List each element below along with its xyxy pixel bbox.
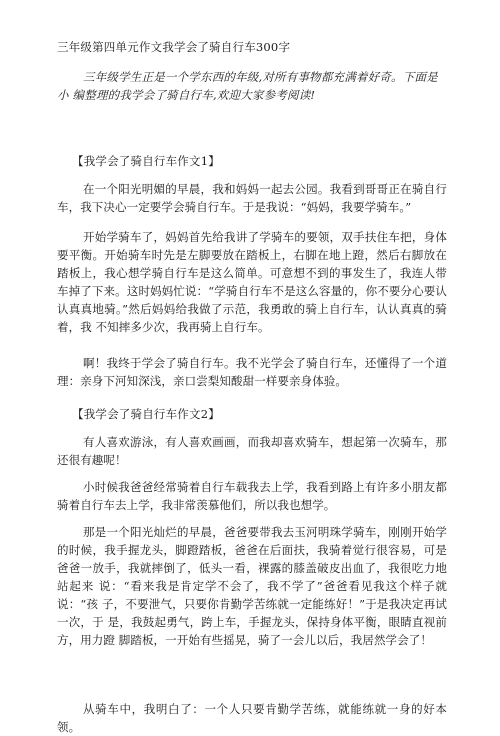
section-heading-1: 【我学会了骑自行车作文1】 <box>72 154 220 168</box>
essay1-paragraph-3: 啊！我终于学会了骑自行车。我不光学会了骑自行车，还懂得了一个道理：亲身下河知深浅，亲口尝梨知酸甜一样要亲身体验。 <box>57 356 447 388</box>
document-title: 三年级第四单元作文我学会了骑自行车300字 <box>57 40 291 54</box>
essay1-paragraph-2: 开始学骑车了，妈妈首先给我讲了学骑车的要领，双手扶住车把，身体要平衡。开始骑车时先是左脚要放在踏板上，右脚在地上蹬，然后右脚放在踏板上，我心想学骑自行车是这么简单。可意想不到的事发生了，我连人带车掉了下来。这时妈妈忙说：“学骑自行车不是这么容量的，你不要分心要认认真真地骑。”然后妈妈给我做了示范，我勇敢的骑上自行车，认认真真的骑着，我 不知摔多少次，我再骑上自行车。 <box>57 230 447 334</box>
essay1-paragraph-1: 在一个阳光明媚的早晨，我和妈妈一起去公园。我看到哥哥正在骑自行 车，我下决心一定要学会骑自行车。于是我说：“妈妈，我要学骑车。” <box>57 182 447 214</box>
essay2-paragraph-1: 有人喜欢游泳，有人喜欢画画，而我却喜欢骑车，想起第一次骑车，那还很有趣呢！ <box>57 435 447 467</box>
essay2-paragraph-2: 小时候我爸爸经常骑着自行车载我去上学，我看到路上有许多小朋友都骑着自行车去上学，我非常羡慕他们，所以我也想学。 <box>57 480 447 512</box>
intro-paragraph: 三年级学生正是一个学东西的年级,对所有事物都充满着好奇。下面是小 编整理的我学会了骑自行车,欢迎大家参考阅读! <box>57 70 438 102</box>
essay2-paragraph-4: 从骑车中，我明白了：一个人只要肯勤学苦练，就能练就一身的好本领。 <box>57 702 447 734</box>
section-heading-2: 【我学会了骑自行车作文2】 <box>72 407 220 421</box>
essay2-paragraph-3: 那是一个阳光灿烂的早晨，爸爸要带我去玉河明珠学骑车，刚刚开始学的时候，我手握龙头，脚蹬踏板，爸爸在后面扶，我骑着觉行很容易，可是爸爸一放手，我就摔倒了，低头一看，裸露的膝盖破皮出血了，我很吃力地站起来 说：“看来我是肯定学不会了，我不学了”爸爸看见我这个样子就说：“孩 子，不要泄气，只要你肯勤学苦练就一定能练好！”于是我决定再试一次，于 是，我鼓起勇气，跨上车，手握龙头，保持身体平衡，眼睛直视前方，用力蹬 脚踏板，一开始有些摇晃，骑了一会儿以后，我居然学会了！ <box>57 525 447 647</box>
